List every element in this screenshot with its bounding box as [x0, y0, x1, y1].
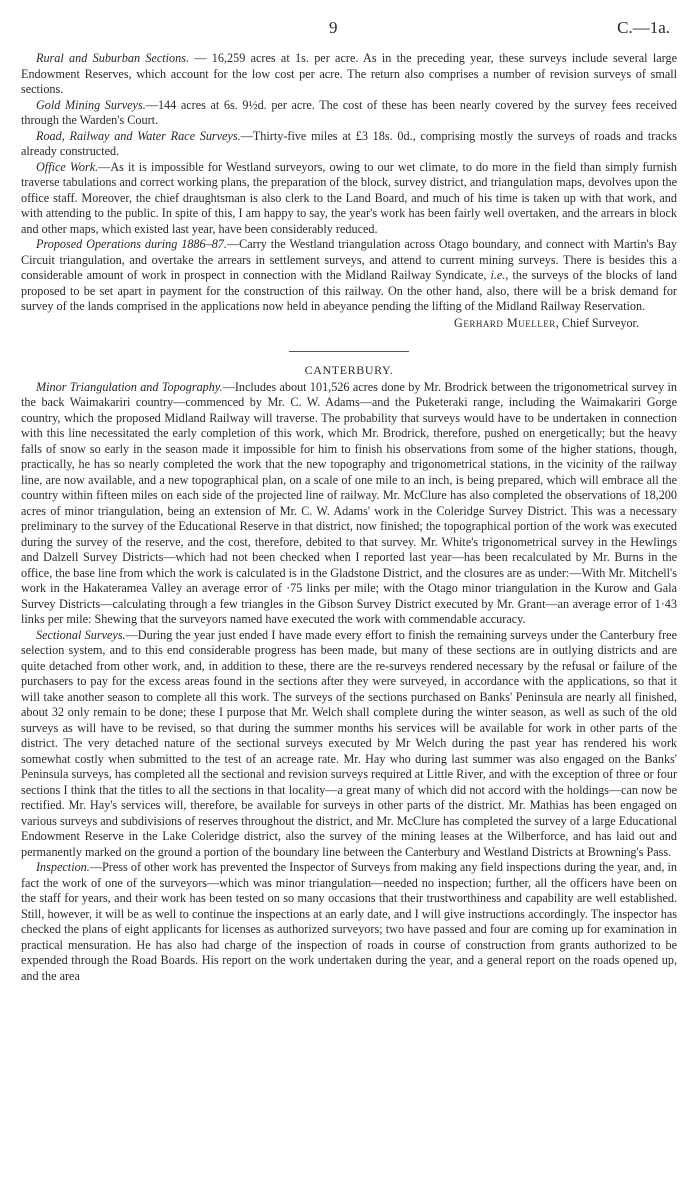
paragraph-gold-mining: [21, 98, 677, 129]
section-heading-canterbury: CANTERBURY.: [304, 363, 394, 377]
paragraph-sectional-surveys: [21, 628, 677, 861]
paragraph-rural-sections: [21, 51, 677, 98]
paragraph-inspection: [21, 860, 677, 984]
paragraph-office-work: [21, 160, 677, 238]
paragraph-heading: Inspection.: [36, 860, 90, 874]
paragraph-heading: Rural and Suburban Sections.: [36, 51, 189, 65]
document-reference: C.—1a.: [617, 18, 670, 37]
paragraph-text: —Includes about 101,526 acres done by Mr. Brodrick between the trigonometrical survey in the back Waimakariri country—commenced by Mr. C. W. Adams—and the Puketeraki range, including the Waimakariri Gorge country, which the proposed Midland Railway will traverse. The probability that surveys would have to be undertaken in connection with this line necessitated the early completion of this work, which Mr. Brodrick, therefore, pushed on energetically; but the heavy falls of snow so early in the season made it impossible for him to finish his observations from some of the higher stations, though, practically, he has so nearly completed the work that the new topography and trigonometrical stations, in the vicinity of the railway line, are now available, and a new topographical plan, on a scale of one mile to an inch, is being prepared, which will embrace all the country within fifteen miles on each side of the projected line of railway. Mr. McClure has also completed the observations of 18,200 acres of minor triangulation, being an extension of Mr. C. W. Adams' work in the Coleridge Survey District. This was a necessary preliminary to the survey of the Educational Reserve in that district, now finished; the topographical portion of the work was executed during the survey of the reserve, and the cost, therefore, debited to that survey. Mr. White's trigonometrical survey in the Hewlings and Dalzell Survey Districts—which had not been checked when I reported last year—has been recalculated by Mr. Burns in the office, the base line from which the work is calculated is in the Gladstone District, and the closures are as under:—With Mr. Mitchell's work in the Hakateramea Valley an average error of ·75 links per mile; with the Otago minor triangulation in the Kurow and Gala Survey Districts—calculating through a few triangles in the Gibson Survey District executed by Mr. Grant—an average error of 1·43 links per mile: Shewing that the surveyors named have executed the work with commendable accuracy.: [21, 379, 678, 626]
paragraph-heading: Office Work.: [36, 159, 99, 174]
abbreviation: i.e.: [490, 268, 506, 282]
paragraph-road-surveys: [21, 129, 677, 160]
paragraph-text: —144 acres at 6s. 9½d. per acre. The cost of these has been nearly covered by the survey fees received through the Warden's Court.: [21, 97, 678, 127]
paragraph-heading: Proposed Operations during 1886–87.: [36, 237, 227, 251]
paragraph-heading: Road, Railway and Water Race Surveys.: [36, 128, 241, 143]
signature-title: , Chief Surveyor.: [555, 315, 639, 330]
section-divider: [289, 351, 409, 352]
paragraph-minor-triangulation: [21, 380, 677, 628]
paragraph-heading: Gold Mining Surveys.: [36, 97, 146, 112]
paragraph-text: —As it is impossible for Westland surveyors, owing to our wet climate, to do more in the field than simply furnish traverse tabulations and correct working plans, the preparation of the block, survey district, and triangulation maps, devolves upon the office staff. Moreover, the chief draughtsman is also clerk to the Land Board, and much of his time is taken up with that work, and with attending to the public. In spite of this, I am happy to say, the year's work has been fairly well overtaken, and the arrears in block and other maps, which existed last year, have been considerably reduced.: [21, 159, 678, 236]
paragraph-text: —Carry the Westland triangulation across Otago boundary, and connect with Martin's Bay Circuit triangulation, and overtake the arrears in settlement surveys, and attend to current mining surveys. There is besides this a considerable amount of work in prospect in connection with the Midland Railway Syndicate,: [21, 237, 677, 282]
signature: [21, 316, 677, 332]
paragraph-text: — 16,259 acres at 1s. per acre. As in the preceding year, these surveys include several large Endowment Reserves, which account for the low cost per acre. The return also comprises a number of revision surveys of small sections.: [21, 51, 677, 96]
paragraph-text: , the surveys of the blocks of land proposed to be set apart in payment for the construction of this railway. On the other hand, also, there will be a brisk demand for survey of the lands comprised in the applications now held in abeyance pending the lifting of the Midland Railway Reservation.: [21, 268, 677, 313]
paragraph-text: —Thirty-five miles at £3 18s. 0d., comprising mostly the surveys of roads and tracks already constructed.: [21, 128, 677, 158]
paragraph-heading: Sectional Surveys.: [36, 627, 126, 642]
paragraph-text: —During the year just ended I have made every effort to finish the remaining surveys under the Canterbury free selection system, and to this end considerable progress has been made, but many of these sections are in outlying districts and are quite detached from other work, and, in addition to these, there are the re-surveys rendered necessary by the refusal or failure of the purchasers to pay for the excess areas found in the sections after they were surveyed, in accordance with the applications, so that it will take another season to complete all this work. The surveys of the sections purchased on Banks' Peninsula are nearly all finished, about 32 only remain to be done; these I purpose that Mr. Welch shall complete during the winter season, as well as such of the old surveys as will have to be revised, so that during the summer months his services will be available for work in other parts of the district. The very detached nature of the sectional surveys executed by Mr Welch during the past year has rendered his work somewhat costly when submitted to the test of an acreage rate. Mr. Hay who during last summer was also engaged on the Banks' Peninsula surveys, has completed all the sectional and revision surveys required at Little River, and with the exception of three or four sections I think that the titles to all the sections in that locality—a great many of which did not accord with the holdings—can now be rectified. Mr. Hay's services will, therefore, be available for surveys in other parts of the district. Mr. Mathias has been engaged on various surveys and subdivisions of reserves throughout the district, and Mr. McClure has completed the survey of a large Educational Endowment Reserve in the Lake Coleridge district, also the survey of the mining leases at the Wilberforce, and has laid out and permanently marked on the ground a portion of the boundary line between the Canterbury and Westland Districts at Browning's Pass.: [21, 627, 677, 859]
paragraph-heading: Minor Triangulation and Topography.: [36, 379, 223, 394]
page-body: [21, 51, 677, 984]
page-header: [0, 18, 700, 40]
paragraph-proposed-operations: [21, 237, 677, 315]
page-number: 9: [329, 18, 338, 37]
paragraph-text: —Press of other work has prevented the Inspector of Surveys from making any field inspections during the year, and, in fact the work of one of the surveyors—which was minor triangulation—needed no inspection; further, all the officers have been on the staff for years, and their work has been tested on so many occasions that their trustworthiness and capability are well established. Still, however, it will be as well to continue the inspections at an early date, and I will give instructions accordingly. The inspector has checked the plans of eight applicants for licenses as authorized surveyors; two have passed and four are coming up for examination in practical mensuration. He has also had charge of the inspection of roads in course of construction from grants authorized to be expended through the Road Boards. His report on the work undertaken during the year, and a general report on the roads opened up, and the area: [21, 860, 677, 983]
signature-name: Gerhard Mueller: [454, 315, 556, 330]
